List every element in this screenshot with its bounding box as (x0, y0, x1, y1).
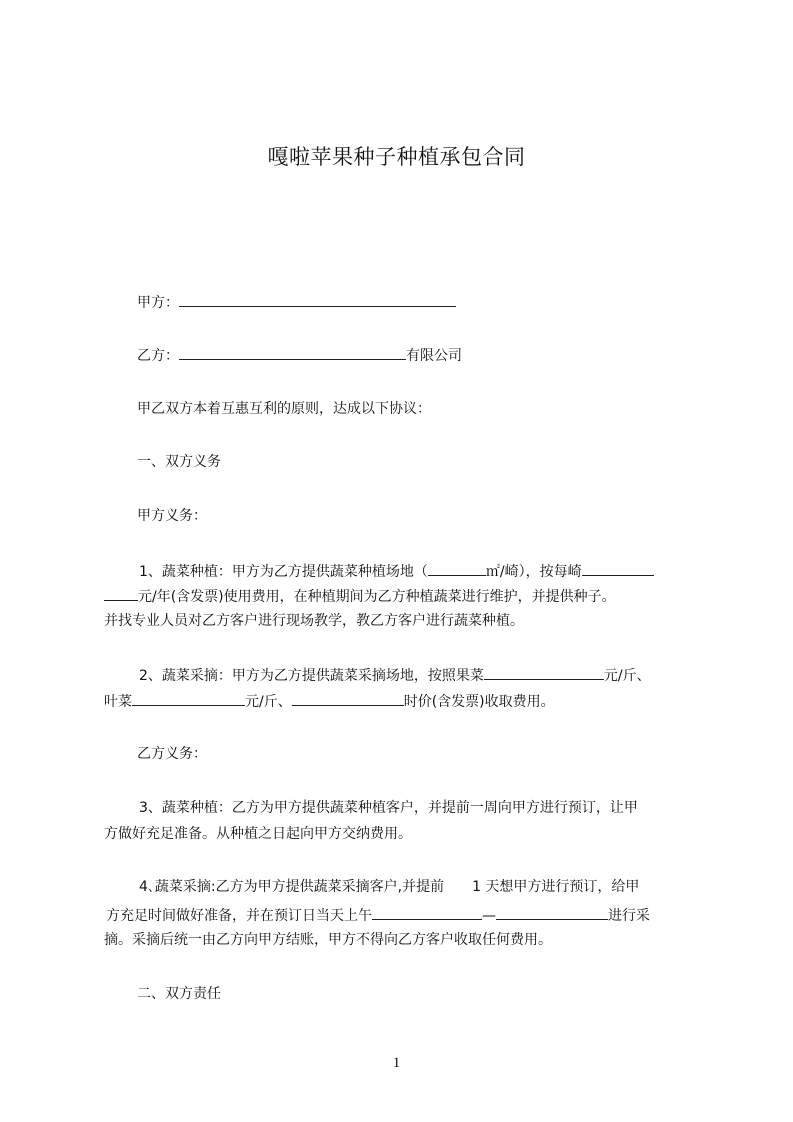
pick-end-time-blank (496, 905, 608, 920)
item1-line2 (104, 586, 616, 606)
item2-unit2: 元/斤、 (245, 694, 292, 710)
item1-line1 (139, 561, 654, 581)
price-blank-2 (104, 586, 138, 601)
page-number: 1 (392, 1055, 401, 1071)
item3-line2: 方做好充足准备。从种植之日起向甲方交纳费用。 (104, 826, 412, 842)
time-range-dash: — (482, 908, 496, 924)
item1-line3: 并找专业人员对乙方客户进行现场教学，教乙方客户进行蔬菜种植。 (104, 613, 524, 629)
b-duties-heading: 乙方义务： (137, 746, 207, 762)
item2-part1: 2、蔬菜采摘：甲方为乙方提供蔬菜采摘场地，按照果菜 (139, 668, 484, 684)
leaf-veg-price-blank (132, 691, 245, 706)
item1-line2-text: 元/年(含发票)使用费用，在种植期间为乙方种植蔬菜进行维护，并提供种子。 (138, 589, 616, 605)
item3-line1: 3、蔬菜种植：乙方为甲方提供蔬菜种植客户，并提前一周向甲方进行预订，让甲 (139, 800, 638, 816)
item2-suffix: 时价(含发票)收取费用。 (403, 694, 555, 710)
market-price-blank (292, 691, 404, 706)
item4-line1: 4､蔬菜采摘:乙方为甲方提供蔬菜采摘客户,并提前 1 天想甲方进行预订，给甲 (139, 879, 640, 895)
intro-text: 甲乙双方本着互惠互利的原则，达成以下协议： (137, 401, 431, 417)
fruit-veg-price-blank (484, 665, 604, 680)
item1-unit: ㎡/崎），按每崎 (485, 564, 582, 580)
item2-line2 (104, 691, 555, 711)
section1-heading: 一、双方义务 (137, 454, 221, 470)
price-blank-1 (582, 561, 654, 576)
item4-line3: 摘。采摘后统一由乙方向甲方结账，甲方不得向乙方客户收取任何费用。 (104, 932, 552, 948)
party-a-line (137, 292, 456, 312)
item4-line2-prefix: 方充足时间做好准备，并在预订日当天上午 (106, 908, 372, 924)
item2-line1 (139, 665, 651, 685)
party-b-line (137, 345, 462, 365)
party-b-blank (179, 345, 406, 360)
item1-part1: 1、蔬菜种植：甲方为乙方提供蔬菜种植场地（ (139, 564, 428, 580)
pick-start-time-blank (372, 905, 482, 920)
item2-part2: 叶菜 (104, 694, 132, 710)
party-b-suffix: 有限公司 (406, 348, 462, 364)
party-a-label: 甲方： (137, 295, 179, 311)
party-b-label: 乙方： (137, 348, 179, 364)
item4-line2-suffix: 进行采 (608, 908, 650, 924)
item2-unit1: 元/斤、 (603, 668, 651, 684)
party-a-blank (179, 292, 456, 307)
section2-heading: 二、双方责任 (137, 986, 221, 1002)
document-title: 嘎啦苹果种子种植承包合同 (267, 145, 526, 169)
item4-line2 (106, 905, 650, 925)
area-blank (428, 561, 486, 576)
a-duties-heading: 甲方义务： (137, 508, 207, 524)
